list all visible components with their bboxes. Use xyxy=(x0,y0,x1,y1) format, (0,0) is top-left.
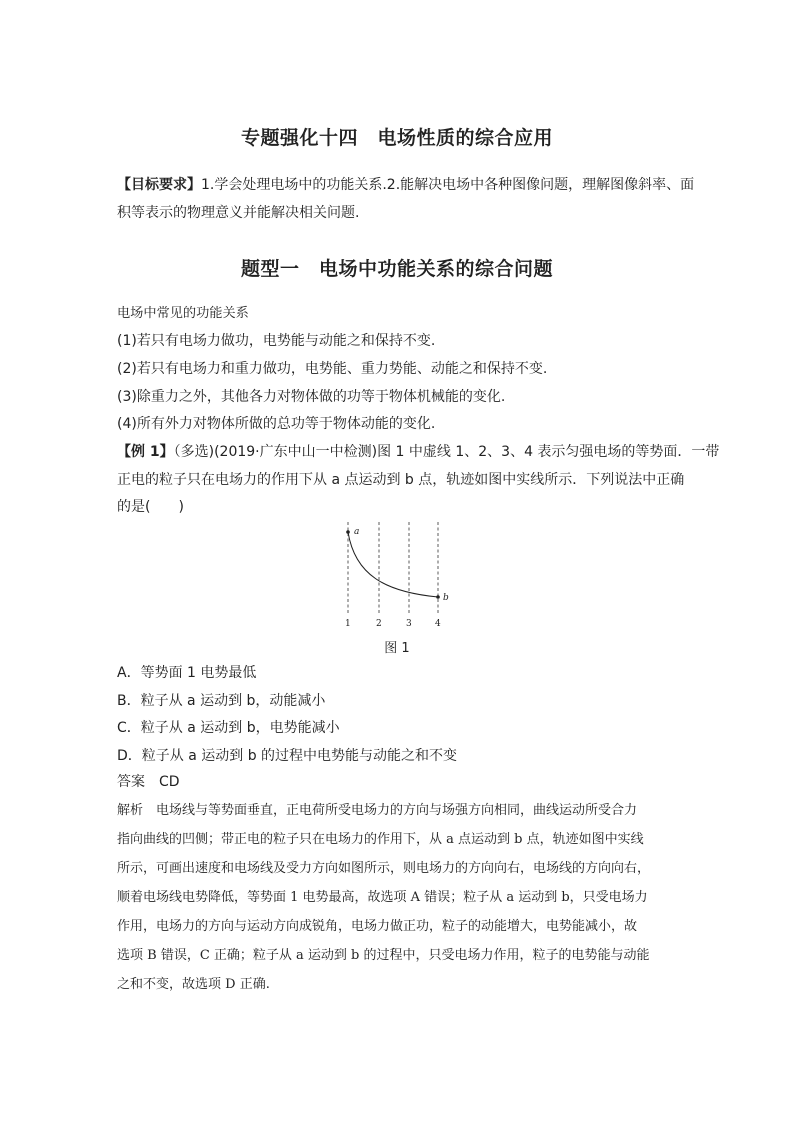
goal-text-1: 1.学会处理电场中的功能关系.2.能解决电场中各种图像问题，理解图像斜率、面 xyxy=(201,177,695,193)
explanation-line-5: 作用，电场力的方向与运动方向成锐角，电场力做正功，粒子的动能增大，电势能减小，故 xyxy=(117,919,638,934)
line-label-3: 3 xyxy=(406,619,412,629)
explanation-line-3: 所示，可画出速度和电场线及受力方向如图所示，则电场力的方向向右，电场线的方向向右， xyxy=(117,861,651,876)
point-a-label: a xyxy=(354,527,360,537)
explanation-block xyxy=(117,796,679,999)
explanation-line-1 xyxy=(117,796,679,825)
line-label-2: 2 xyxy=(376,619,382,629)
example-tag: 【例 1】 xyxy=(117,444,174,460)
page-title: 专题强化十四 电场性质的综合应用 xyxy=(240,127,553,149)
relation-4: (4)所有外力对物体所做的总功等于物体动能的变化. xyxy=(117,416,436,432)
example-text-1: （多选)(2019·广东中山一中检测)图 1 中虚线 1、2、3、4 表示匀强电场的等势面．一带 xyxy=(173,444,720,460)
answer-label: 答案 xyxy=(117,774,145,790)
explanation-line-4: 顺着电场线电势降低，等势面 1 电势最高，故选项 A 错误；粒子从 a 运动到 b，只受电场力 xyxy=(117,890,648,905)
example-line-2: 正电的粒子只在电场力的作用下从 a 点运动到 b 点，轨迹如图中实线所示．下列说法中正确 xyxy=(117,472,685,488)
line-label-4: 4 xyxy=(435,619,441,629)
option-c: C．粒子从 a 运动到 b，电势能减小 xyxy=(117,720,340,736)
explanation-line-7: 之和不变，故选项 D 正确. xyxy=(117,977,270,992)
goal-line-1 xyxy=(117,174,694,194)
option-d: D．粒子从 a 运动到 b 的过程中电势能与动能之和不变 xyxy=(117,748,458,764)
figure-caption: 图 1 xyxy=(384,641,410,656)
explanation-text-1: 电场线与等势面垂直，正电荷所受电场力的方向与场强方向相同，曲线运动所受合力 xyxy=(156,803,638,818)
answer-value: CD xyxy=(159,774,180,790)
option-a: A．等势面 1 电势最低 xyxy=(117,665,257,681)
answer-line xyxy=(117,771,180,791)
figure-1-diagram xyxy=(335,520,465,635)
explanation-line-6: 选项 B 错误，C 正确；粒子从 a 运动到 b 的过程中，只受电场力作用，粒子的电势能与动能 xyxy=(117,948,650,963)
relation-2: (2)若只有电场力和重力做功，电势能、重力势能、动能之和保持不变. xyxy=(117,361,548,377)
line-label-1: 1 xyxy=(345,619,351,629)
subhead: 电场中常见的功能关系 xyxy=(117,306,249,321)
section-title: 题型一 电场中功能关系的综合问题 xyxy=(240,258,553,280)
point-b-label: b xyxy=(443,593,449,603)
trajectory-curve xyxy=(348,532,438,597)
point-a-dot xyxy=(346,530,350,534)
point-b-dot xyxy=(436,595,440,599)
goal-tag: 【目标要求】 xyxy=(117,177,201,193)
relation-1: (1)若只有电场力做功，电势能与动能之和保持不变. xyxy=(117,333,436,349)
explanation-label: 解析 xyxy=(117,803,144,818)
goal-line-2: 积等表示的物理意义并能解决相关问题. xyxy=(117,205,360,221)
relation-3: (3)除重力之外，其他各力对物体做的功等于物体机械能的变化. xyxy=(117,389,506,405)
option-b: B．粒子从 a 运动到 b，动能减小 xyxy=(117,693,326,709)
example-line-3: 的是( ) xyxy=(117,499,184,515)
example-line-1 xyxy=(117,441,719,461)
explanation-line-2: 指向曲线的凹侧；带正电的粒子只在电场力的作用下，从 a 点运动到 b 点，轨迹如图中实线 xyxy=(117,832,644,847)
